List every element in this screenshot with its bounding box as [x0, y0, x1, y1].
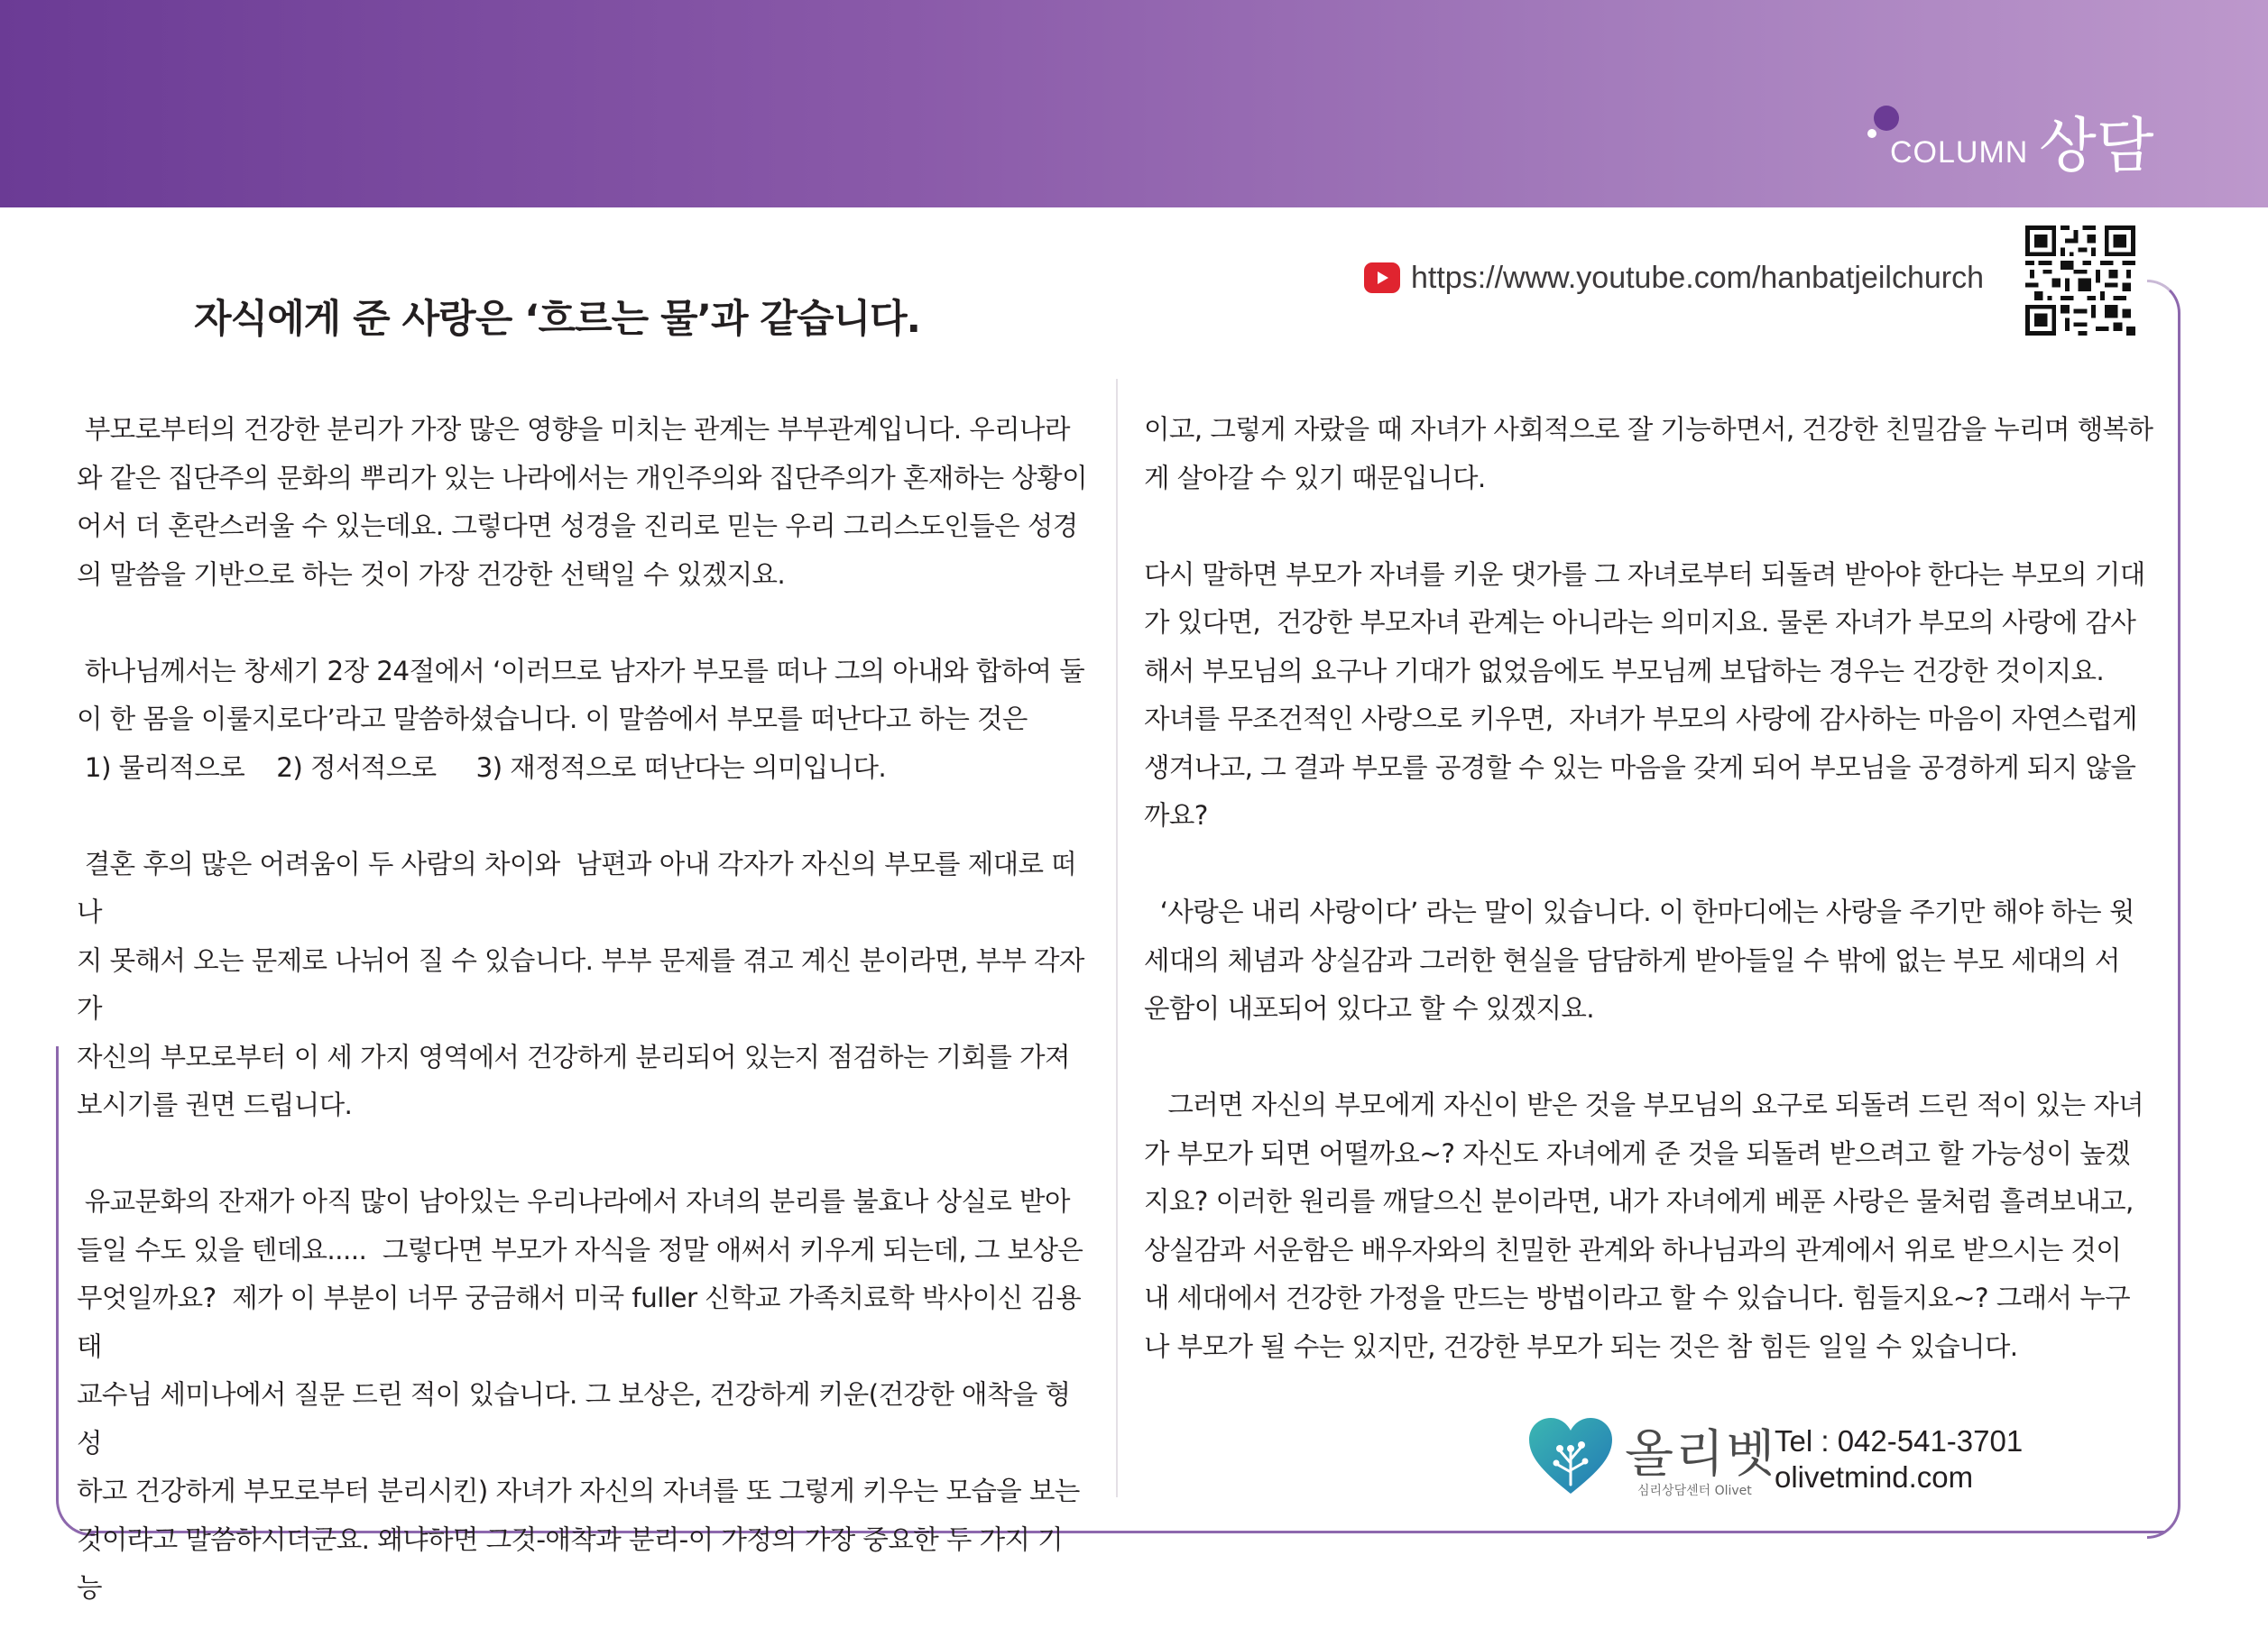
qr-code	[2025, 225, 2135, 336]
website-link[interactable]: olivetmind.com	[1775, 1460, 1974, 1494]
decorative-dot	[1874, 106, 1899, 131]
youtube-link[interactable]	[1364, 258, 1984, 298]
contact-info	[1775, 1423, 2023, 1495]
column-label: COLUMN	[1890, 135, 2029, 170]
paragraph: 다시 말하면 부모가 자녀를 키운 댓가를 그 자녀로부터 되돌려 받아야 한다는 부모의 기대 가 있다면, 건강한 부모자녀 관계는 아니라는 의미지요. 물론 자녀가 부모의 사랑에 감사 해서 부모님의 요구나 기대가 없었음에도 부모님께 보답하는 경우는 건강한 것이지요. 자녀를 무조건적인 사랑으로 키우면, 자녀가 부모의 사랑에 감사하는 마음이 자연스럽게 생겨나고, 그 결과 부모를 공경할 수 있는 마음을 갖게 되어 부모님을 공경하게 되지 않을 까요?	[1144, 558, 2145, 831]
phone-number: Tel : 042-541-3701	[1775, 1424, 2024, 1458]
paragraph: 하나님께서는 창세기 2장 24절에서 ‘이러므로 남자가 부모를 떠나 그의 아내와 합하여 둘 이 한 몸을 이룰지로다’라고 말씀하셨습니다. 이 말씀에서 부모를 떠난다고 하는 것은 1) 물리적으로 2) 정서적으로 3) 재정적으로 떠난다는 의미입니다.	[77, 655, 1085, 783]
logo-subtitle: 심리상담센터 Olivet	[1637, 1484, 1752, 1498]
right-column	[1144, 406, 2163, 1371]
article-title: 자식에게 준 사랑은 ‘흐르는 물’과 같습니다.	[194, 297, 921, 342]
decorative-dot-small	[1867, 129, 1876, 138]
paragraph: 결혼 후의 많은 어려움이 두 사람의 차이와 남편과 아내 각자가 자신의 부모를 제대로 떠나 지 못해서 오는 문제로 나뉘어 질 수 있습니다. 부부 문제를 겪고 계신 분이라면, 부부 각자가 자신의 부모로부터 이 세 가지 영역에서 건강하게 분리되어 있는지 점검하는 기회를 가져 보시기를 권면 드립니다.	[77, 848, 1084, 1120]
youtube-play-icon	[1364, 262, 1400, 293]
heart-tree-icon	[1527, 1416, 1614, 1497]
paragraph: 이고, 그렇게 자랐을 때 자녀가 사회적으로 잘 기능하면서, 건강한 친밀감을 누리며 행복하 게 살아갈 수 있기 때문입니다.	[1144, 414, 2153, 493]
column-title: 상담	[2039, 111, 2154, 180]
paragraph: 부모로부터의 건강한 분리가 가장 많은 영향을 미치는 관계는 부부관계입니다. 우리나라 와 같은 집단주의 문화의 뿌리가 있는 나라에서는 개인주의와 집단주의가 혼재하는 상황이 어서 더 혼란스러울 수 있는데요. 그렇다면 성경을 진리로 믿는 우리 그리스도인들은 성경 의 말씀을 기반으로 하는 것이 가장 건강한 선택일 수 있겠지요.	[77, 414, 1087, 590]
logo-name: 올리벳	[1625, 1425, 1777, 1484]
column-divider	[1116, 379, 1118, 1497]
paragraph: ‘사랑은 내리 사랑이다’ 라는 말이 있습니다. 이 한마디에는 사랑을 주기만 해야 하는 윗 세대의 체념과 상실감과 그러한 현실을 담담하게 받아들일 수 밖에 없는 부모 세대의 서 운함이 내포되어 있다고 할 수 있겠지요.	[1144, 897, 2134, 1024]
paragraph: 유교문화의 잔재가 아직 많이 남아있는 우리나라에서 자녀의 분리를 불효나 상실로 받아 들일 수도 있을 텐데요..... 그렇다면 부모가 자식을 정말 애써서 키우게 되는데, 그 보상은 무엇일까요? 제가 이 부분이 너무 궁금해서 미국 fuller 신학교 가족치료학 박사이신 김용태 교수님 세미나에서 질문 드린 적이 있습니다. 그 보상은, 건강하게 키운(건강한 애착을 형성 하고 건강하게 부모로부터 분리시킨) 자녀가 자신의 자녀를 또 그렇게 키우는 모습을 보는 것이라고 말씀하시더군요. 왜냐하면 그것-애착과 분리-이 가정의 가장 중요한 두 가지 기능	[77, 1186, 1083, 1603]
header-band	[0, 0, 2268, 207]
paragraph: 그러면 자신의 부모에게 자신이 받은 것을 부모님의 요구로 되돌려 드린 적이 있는 자녀 가 부모가 되면 어떨까요~? 자신도 자녀에게 준 것을 되돌려 받으려고 할 가능성이 높겠 지요? 이러한 원리를 깨달으신 분이라면, 내가 자녀에게 베푼 사랑은 물처럼 흘려보내고, 상실감과 서운함은 배우자와의 친밀한 관계와 하나님과의 관계에서 위로 받으시는 것이 내 세대에서 건강한 가정을 만드는 방법이라고 할 수 있습니다. 힘들지요~? 그래서 누구 나 부모가 될 수는 있지만, 건강한 부모가 되는 것은 참 힘든 일일 수 있습니다.	[1144, 1090, 2144, 1362]
youtube-url[interactable]: https://www.youtube.com/hanbatjeilchurch	[1411, 260, 1985, 295]
left-column	[77, 406, 1087, 1613]
